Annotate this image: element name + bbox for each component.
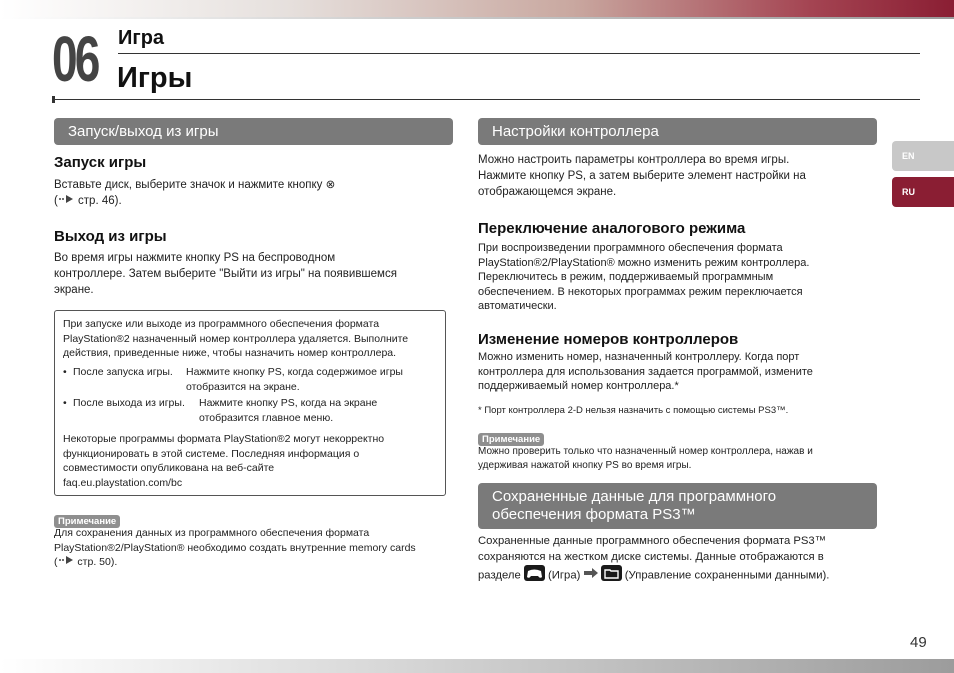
lang-tab-ru-label: RU <box>902 187 915 197</box>
note-line: удерживая нажатой кнопку PS во время игры. <box>478 459 692 471</box>
saved-line: Сохраненные данные программного обеспечения формата PS3™ <box>478 535 827 547</box>
saved-text-a: разделе <box>478 569 524 582</box>
intro-line: отображающемся экране. <box>478 186 617 198</box>
section-bar-launch-exit <box>54 118 453 145</box>
header-divider <box>52 99 920 100</box>
chapter-label: Игра <box>118 27 165 49</box>
saved-line: сохраняются на жестком диске системы. Данные отображаются в <box>478 550 824 563</box>
section-bar-saved-data <box>478 483 877 529</box>
intro-line: Можно настроить параметры контроллера во время игры. <box>478 154 790 166</box>
info-line: функционировать в этой системе. Последняя информация о <box>63 447 360 460</box>
bullet-dot: • <box>63 366 67 378</box>
bullet-label: После запуска игры. <box>73 366 173 378</box>
footnote-port: * Порт контроллера 2-D нельзя назначить с помощью системы PS3™. <box>478 405 789 416</box>
launch-game-text <box>54 177 444 209</box>
numbers-line: Можно изменить номер, назначенный контроллеру. Когда порт <box>478 351 800 363</box>
analog-line: обеспечением. В некоторых программах режим переключается <box>478 285 803 298</box>
lang-tab-en[interactable] <box>892 141 954 171</box>
info-box-outro <box>63 432 441 490</box>
exit-text-line: Во время игры нажмите кнопку PS на беспроводном <box>54 252 336 264</box>
analog-line: При воспроизведении программного обеспечения формата <box>478 242 783 254</box>
exit-text-line: экране. <box>54 284 94 296</box>
page-title: Игры <box>117 62 193 94</box>
info-line: Некоторые программы формата PlayStation®2 могут некорректно <box>63 433 385 445</box>
note-line: Для сохранения данных из программного обеспечения формата <box>54 527 370 539</box>
controller-settings-intro <box>478 152 878 200</box>
heading-controller-numbers: Изменение номеров контроллеров <box>478 331 739 348</box>
section-title-launch-exit: Запуск/выход из игры <box>68 122 219 140</box>
bullet-dot: • <box>63 397 67 409</box>
heading-exit-game: Выход из игры <box>54 228 167 245</box>
analog-line: автоматически. <box>478 300 557 313</box>
ref-close: стр. 50). <box>74 556 118 569</box>
exit-text-line: контроллере. Затем выберите "Выйти из игры" на появившемся <box>54 268 397 280</box>
info-line: действия, приведенные ниже, чтобы назначить номер контроллера. <box>63 347 397 359</box>
ref-close: стр. 46). <box>74 195 122 208</box>
header-divider-tick <box>52 96 55 103</box>
lang-tab-en-label: EN <box>902 151 915 161</box>
note-line: PlayStation®2/PlayStation® необходимо создать внутренние memory cards <box>54 541 416 554</box>
info-bullet-1 <box>63 365 441 394</box>
ref-open: ( <box>54 556 58 569</box>
page-reference-arrow-icon <box>58 555 75 570</box>
analog-line: Переключитесь в режим, поддерживаемый программным <box>478 271 774 284</box>
exit-game-text <box>54 250 449 298</box>
note-badge: Примечание <box>54 515 120 528</box>
note-left-text <box>54 526 449 570</box>
page-reference-arrow-icon <box>58 193 75 209</box>
bullet-text: Нажмите кнопку PS, когда на экране <box>199 397 378 409</box>
note-ref-line <box>54 555 449 570</box>
note-line: Можно проверить только что назначенный номер контроллера, нажав и <box>478 446 813 457</box>
bullet-text: Нажмите кнопку PS, когда содержимое игры <box>186 366 403 378</box>
bullet-text-cont: отобразится на экране. <box>186 380 300 393</box>
info-bullet-2 <box>63 396 441 425</box>
saved-data-text <box>478 534 878 587</box>
analog-mode-text <box>478 241 878 314</box>
saved-text-b: (Игра) <box>544 569 584 582</box>
note-badge: Примечание <box>478 433 544 446</box>
top-decorative-line <box>0 17 954 19</box>
info-line: совместимости опубликована на веб-сайте <box>63 462 275 474</box>
controller-numbers-text <box>478 350 878 394</box>
game-controller-icon <box>524 565 545 587</box>
lang-tab-ru[interactable] <box>892 177 954 207</box>
saved-text-c: (Управление сохраненными данными). <box>621 569 830 582</box>
chapter-number: 06 <box>52 23 98 95</box>
launch-text-line: Вставьте диск, выберите значок и нажмите кнопку ⊗ <box>54 179 336 191</box>
section-bar-controller-settings <box>478 118 877 145</box>
note-right-text <box>478 445 878 472</box>
bullet-text-cont: отобразится главное меню. <box>199 411 334 424</box>
section-title-saved-data-2: обеспечения формата PS3™ <box>492 506 696 523</box>
launch-ref-line <box>54 193 444 209</box>
chapter-divider <box>118 53 920 54</box>
arrow-right-icon <box>584 568 598 584</box>
top-decorative-bar <box>0 0 954 17</box>
intro-line: Нажмите кнопку PS, а затем выберите элемент настройки на <box>478 170 806 182</box>
info-box-intro <box>63 317 441 361</box>
bottom-decorative-bar <box>0 659 954 673</box>
analog-line: PlayStation®2/PlayStation® можно изменить режим контроллера. <box>478 256 810 269</box>
bullet-label: После выхода из игры. <box>73 397 185 409</box>
saved-line-with-icons <box>478 565 878 587</box>
info-line: При запуске или выходе из программного обеспечения формата <box>63 318 380 330</box>
section-title-controller-settings: Настройки контроллера <box>492 122 659 140</box>
info-line: PlayStation®2 назначенный номер контроллера удаляется. Выполните <box>63 332 409 345</box>
heading-analog-mode: Переключение аналогового режима <box>478 220 746 237</box>
section-title-saved-data-1: Сохраненные данные для программного <box>492 488 777 505</box>
compat-link[interactable]: faq.eu.playstation.com/bc <box>63 476 183 489</box>
numbers-line: поддерживаемый номер контроллера.* <box>478 380 679 393</box>
heading-launch-game: Запуск игры <box>54 154 147 171</box>
saved-data-folder-icon <box>601 565 622 587</box>
page-number: 49 <box>910 634 927 651</box>
ref-open: ( <box>54 195 58 208</box>
numbers-line: контроллера для использования задается программой, измените <box>478 365 813 378</box>
